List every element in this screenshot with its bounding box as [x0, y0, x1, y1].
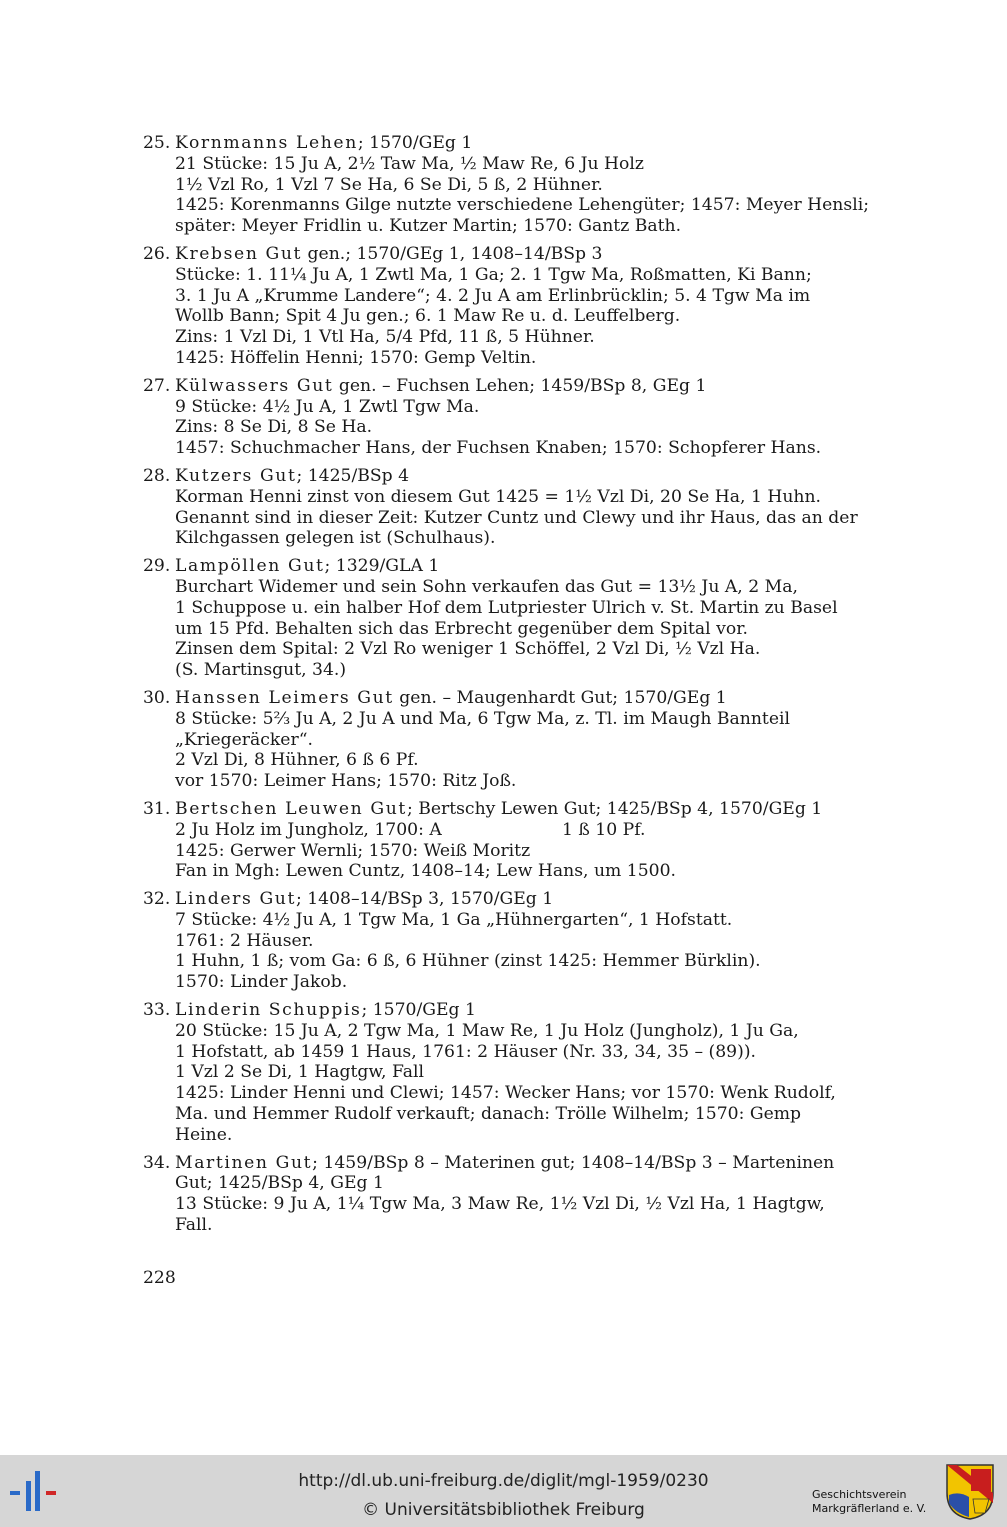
entry-heading-text: [175, 244, 602, 265]
entry-heading-text: [175, 1153, 834, 1174]
entry: [143, 244, 867, 369]
entry-number: 26.: [143, 243, 171, 264]
entry: [143, 133, 867, 237]
entry-line: Fall.: [175, 1215, 213, 1236]
entry-title: Kornmanns Lehen: [175, 133, 358, 153]
society-name-line1: Geschichtsverein: [812, 1488, 907, 1501]
entry-number: 33.: [143, 1000, 171, 1021]
entry-heading-text: [175, 799, 822, 820]
entry: [143, 889, 867, 993]
entry-title: Linders Gut: [175, 889, 296, 910]
entry-heading-text: [175, 133, 472, 154]
entry-line: 9 Stücke: 4½ Ju A, 1 Zwtl Tgw Ma.: [175, 396, 480, 417]
entry: [143, 376, 867, 459]
entry-heading: [143, 1153, 867, 1174]
entry-number: 27.: [143, 375, 171, 396]
entry-line: (S. Martinsgut, 34.): [175, 660, 347, 681]
entry-heading: [143, 1000, 867, 1021]
entry-number: 32.: [143, 889, 171, 910]
entry-line: später: Meyer Fridlin u. Kutzer Martin; 1570: Gantz Bath.: [175, 216, 682, 237]
entry-reference: ; 1570/GEg 1: [361, 1000, 476, 1021]
entry-reference: ; 1425/BSp 4: [296, 465, 410, 486]
entry-reference: ; 1408–14/BSp 3, 1570/GEg 1: [295, 889, 554, 910]
entry-line: 21 Stücke: 15 Ju A, 2½ Taw Ma, ½ Maw Re, 6 Ju Holz: [175, 153, 644, 174]
entry-heading: [143, 889, 867, 910]
entry-number: 29.: [143, 556, 171, 577]
entry-line: 8 Stücke: 5⅔ Ju A, 2 Ju A und Ma, 6 Tgw Ma, z. Tl. im Maugh Bannteil: [175, 708, 790, 729]
entry-heading-text: [175, 466, 409, 487]
entry: [143, 1000, 867, 1146]
entry-line: 7 Stücke: 4½ Ju A, 1 Tgw Ma, 1 Ga „Hühnergarten“, 1 Hofstatt.: [175, 909, 733, 930]
entry-line: 20 Stücke: 15 Ju A, 2 Tgw Ma, 1 Maw Re, 1 Ju Holz (Jungholz), 1 Ju Ga,: [175, 1020, 799, 1041]
society-name: [812, 1488, 926, 1516]
entry-heading: [143, 799, 867, 820]
entry-title: Linderin Schuppis: [175, 1000, 362, 1021]
entry-line: 1570: Linder Jakob.: [175, 972, 348, 993]
entry-reference: gen.; 1570/GEg 1, 1408–14/BSp 3: [302, 243, 603, 264]
entry-line: Genannt sind in dieser Zeit: Kutzer Cuntz und Clewy und ihr Haus, das an der: [175, 507, 858, 528]
entry-line: Zins: 1 Vzl Di, 1 Vtl Ha, 5/4 Pfd, 11 ß, 5 Hühner.: [175, 327, 595, 348]
entry-title: Bertschen Leuwen Gut: [175, 798, 407, 819]
entry-number: 28.: [143, 465, 171, 486]
entry-line: 2 Vzl Di, 8 Hühner, 6 ß 6 Pf.: [175, 750, 419, 771]
entry-heading: [143, 556, 867, 577]
entry-title: Külwassers Gut: [175, 375, 334, 396]
entry-title: Kutzers Gut: [175, 465, 297, 486]
entry-line: Fan in Mgh: Lewen Cuntz, 1408–14; Lew Hans, um 1500.: [175, 861, 676, 882]
entry-line: Gut; 1425/BSp 4, GEg 1: [175, 1173, 384, 1194]
entry-number: 25.: [143, 133, 171, 153]
entry-list: [143, 133, 867, 1243]
entry-heading-text: [175, 1000, 476, 1021]
entry-title: Krebsen Gut: [175, 243, 303, 264]
entry-heading: [143, 244, 867, 265]
entry-line: 1761: 2 Häuser.: [175, 930, 314, 951]
entry-line: „Kriegeräcker“.: [175, 729, 313, 750]
entry-title: Martinen Gut: [175, 1152, 313, 1173]
entry: [143, 466, 867, 549]
entry-reference: ; 1329/GLA 1: [324, 556, 440, 577]
entry-line: Wollb Bann; Spit 4 Ju gen.; 6. 1 Maw Re u. d. Leuffelberg.: [175, 306, 681, 327]
entry-line: 2 Ju Holz im Jungholz, 1700: A 1 ß 10 Pf.: [175, 819, 646, 840]
entry-line: 1425: Linder Henni und Clewi; 1457: Wecker Hans; vor 1570: Wenk Rudolf,: [175, 1083, 836, 1104]
entry-line: Zins: 8 Se Di, 8 Se Ha.: [175, 417, 373, 438]
entry-line: Heine.: [175, 1124, 233, 1145]
entry-heading: [143, 688, 867, 709]
entry-number: 31.: [143, 798, 171, 819]
entry-line: 1 Vzl 2 Se Di, 1 Hagtgw, Fall: [175, 1062, 424, 1083]
entry: [143, 1153, 867, 1236]
entry-heading-text: [175, 889, 553, 910]
entry-line: Korman Henni zinst von diesem Gut 1425 = 1½ Vzl Di, 20 Se Ha, 1 Huhn.: [175, 486, 821, 507]
entry-line: um 15 Pfd. Behalten sich das Erbrecht gegenüber dem Spital vor.: [175, 618, 748, 639]
entry: [143, 556, 867, 681]
entry-line: 3. 1 Ju A „Krumme Landere“; 4. 2 Ju A am Erlinbrücklin; 5. 4 Tgw Ma im: [175, 285, 811, 306]
entry-line: 1425: Korenmanns Gilge nutzte verschiedene Lehengüter; 1457: Meyer Hensli;: [175, 195, 869, 216]
entry-number: 34.: [143, 1152, 171, 1173]
entry-heading: [143, 466, 867, 487]
entry-number: 30.: [143, 687, 171, 708]
entry-reference: ; 1570/GEg 1: [357, 133, 473, 153]
entry-title: Hanssen Leimers Gut: [175, 687, 394, 708]
entry-line: 1 Schuppose u. ein halber Hof dem Lutpriester Ulrich v. St. Martin zu Basel: [175, 597, 838, 618]
entry-reference: ; 1459/BSp 8 – Materinen gut; 1408–14/BSp 3 – Marteninen: [312, 1152, 835, 1173]
entry-line: 13 Stücke: 9 Ju A, 1¼ Tgw Ma, 3 Maw Re, 1½ Vzl Di, ½ Vzl Ha, 1 Hagtgw,: [175, 1194, 825, 1215]
entry: [143, 688, 867, 792]
entry-heading: [143, 133, 867, 154]
entry-line: vor 1570: Leimer Hans; 1570: Ritz Joß.: [175, 771, 517, 792]
entry-line: Stücke: 1. 11¼ Ju A, 1 Zwtl Ma, 1 Ga; 2. 1 Tgw Ma, Roßmatten, Ki Bann;: [175, 264, 812, 285]
coat-of-arms-icon: [945, 1463, 995, 1521]
entry-line: 1425: Höffelin Henni; 1570: Gemp Veltin.: [175, 347, 537, 368]
entry-line: Zinsen dem Spital: 2 Vzl Ro weniger 1 Schöffel, 2 Vzl Di, ½ Vzl Ha.: [175, 639, 761, 660]
entry-heading-text: [175, 556, 439, 577]
society-name-line2: Markgräflerland e. V.: [812, 1502, 927, 1515]
entry-line: Kilchgassen gelegen ist (Schulhaus).: [175, 528, 496, 549]
entry-reference: gen. – Fuchsen Lehen; 1459/BSp 8, GEg 1: [333, 375, 707, 396]
entry-heading-text: [175, 376, 706, 397]
entry-heading-text: [175, 688, 727, 709]
entry-reference: gen. – Maugenhardt Gut; 1570/GEg 1: [393, 687, 727, 708]
entry-line: Burchart Widemer und sein Sohn verkaufen das Gut = 13½ Ju A, 2 Ma,: [175, 576, 798, 597]
page-number: 228: [143, 1268, 176, 1288]
entry-title: Lampöllen Gut: [175, 556, 325, 577]
entry-heading: [143, 376, 867, 397]
source-url-link[interactable]: http://dl.ub.uni-freiburg.de/diglit/mgl-1959/0230: [298, 1471, 709, 1491]
entry-line: 1425: Gerwer Wernli; 1570: Weiß Moritz: [175, 840, 531, 861]
entry-line: 1½ Vzl Ro, 1 Vzl 7 Se Ha, 6 Se Di, 5 ß, 2 Hühner.: [175, 174, 603, 195]
entry-line: 1 Hofstatt, ab 1459 1 Haus, 1761: 2 Häuser (Nr. 33, 34, 35 – (89)).: [175, 1041, 756, 1062]
copyright-text: © Universitätsbibliothek Freiburg: [362, 1500, 645, 1520]
footer-bar: [0, 1455, 1007, 1527]
entry-line: 1 Huhn, 1 ß; vom Ga: 6 ß, 6 Hühner (zinst 1425: Hemmer Bürklin).: [175, 951, 761, 972]
entry: [143, 799, 867, 882]
entry-reference: ; Bertschy Lewen Gut; 1425/BSp 4, 1570/GEg 1: [406, 798, 823, 819]
entry-line: 1457: Schuchmacher Hans, der Fuchsen Knaben; 1570: Schopferer Hans.: [175, 438, 822, 459]
entry-line: Ma. und Hemmer Rudolf verkauft; danach: Trölle Wilhelm; 1570: Gemp: [175, 1104, 802, 1125]
